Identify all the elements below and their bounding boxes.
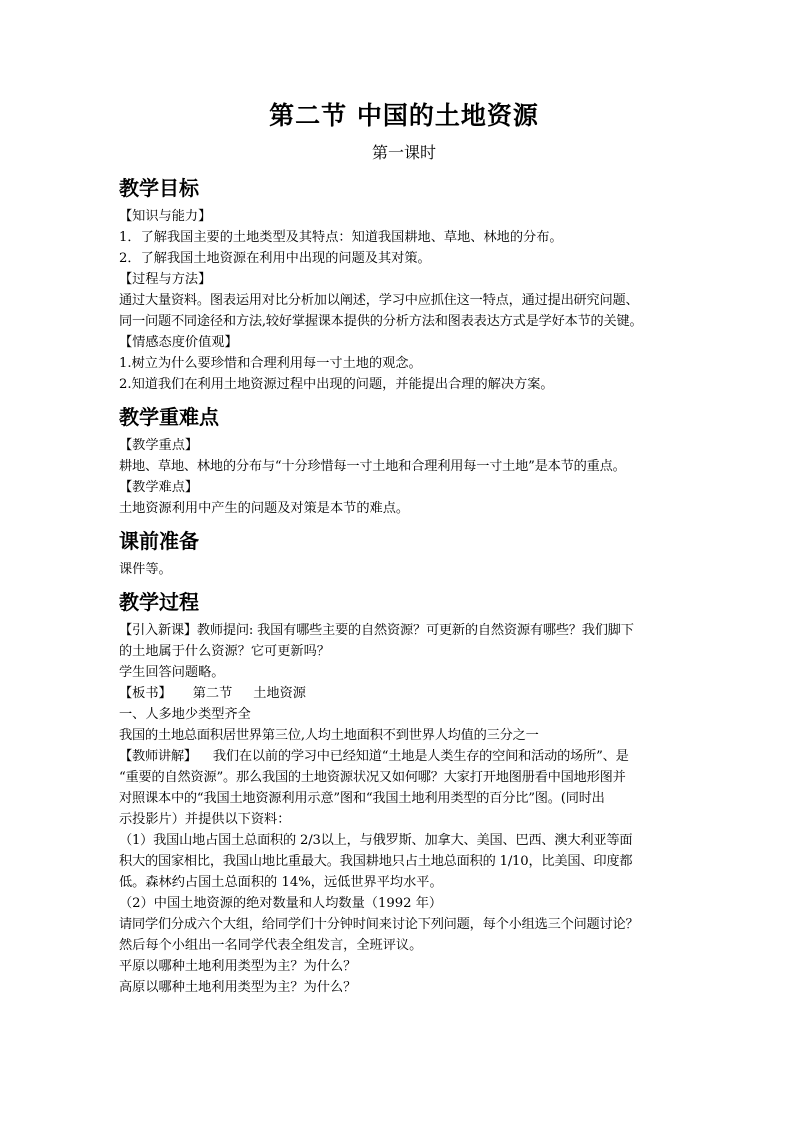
section-body-process <box>119 620 689 998</box>
paragraph-line: 同一问题不同途径和方法,较好掌握课本提供的分析方法和图表表达方式是学好本节的关键。 <box>119 314 643 329</box>
document-page <box>119 96 689 998</box>
paragraph-line: 【过程与方法】 <box>119 272 212 287</box>
page-title: 第二节 中国的土地资源 <box>269 101 539 130</box>
paragraph-line: 【教师讲解】 我们在以前的学习中已经知道“土地是人类生存的空间和活动的场所”、是 <box>119 749 629 764</box>
paragraph-line: 通过大量资料。图表运用对比分析加以阐述，学习中应抓住这一特点，通过提出研究问题、 <box>119 293 639 308</box>
paragraph-line: 一、人多地少类型齐全 <box>119 707 251 722</box>
paragraph-line: 【知识与能力】 <box>119 209 212 224</box>
paragraph-line: 示投影片）并提供以下资料： <box>119 812 291 827</box>
paragraph-line: 高原以哪种土地利用类型为主？为什么？ <box>119 980 357 995</box>
section-heading-goals: 教学目标 <box>119 176 199 200</box>
paragraph-line: 请同学们分成六个大组，给同学们十分钟时间来讨论下列问题，每个小组选三个问题讨论？ <box>119 917 639 932</box>
paragraph-line: 土地资源利用中产生的问题及对策是本节的难点。 <box>119 501 410 516</box>
paragraph-line: （1）我国山地占国土总面积的 2/3以上，与俄罗斯、加拿大、美国、巴西、澳大利亚等面 <box>119 833 633 848</box>
paragraph-line: 1.树立为什么要珍惜和合理利用每一寸土地的观念。 <box>119 356 422 371</box>
paragraph-line: 低。森林约占国土总面积的 14%，远低世界平均水平。 <box>119 875 443 890</box>
paragraph-line: 的土地属于什么资源？它可更新吗？ <box>119 644 330 659</box>
paragraph-line: 【教学重点】 <box>119 438 199 453</box>
paragraph-line: 【引入新课】教师提问: 我国有哪些主要的自然资源？可更新的自然资源有哪些？我们脚下 <box>119 623 634 638</box>
section-heading-prep: 课前准备 <box>119 529 199 553</box>
section-body-key-points <box>119 435 689 519</box>
paragraph-line: 然后每个小组出一名同学代表全组发言，全班评议。 <box>119 938 423 953</box>
section-body-goals <box>119 206 689 395</box>
section-heading-key-points: 教学重难点 <box>119 405 219 429</box>
section-heading-process: 教学过程 <box>119 590 199 614</box>
section-body-prep <box>119 559 689 580</box>
paragraph-line: 【教学难点】 <box>119 480 199 495</box>
paragraph-line: 课件等。 <box>119 562 172 577</box>
paragraph-line: 学生回答问题略。 <box>119 665 225 680</box>
paragraph-line: 2.知道我们在利用土地资源过程中出现的问题，并能提出合理的解决方案。 <box>119 377 554 392</box>
paragraph-line: “重要的自然资源”。那么我国的土地资源状况又如何哪？大家打开地图册看中国地形图并 <box>119 770 626 785</box>
paragraph-line: 2．了解我国土地资源在利用中出现的问题及其对策。 <box>119 251 431 266</box>
paragraph-line: 耕地、草地、林地的分布与“十分珍惜每一寸土地和合理利用每一寸土地”是本节的重点。 <box>119 459 626 474</box>
paragraph-line: 平原以哪种土地利用类型为主？为什么？ <box>119 959 357 974</box>
paragraph-line: （2）中国土地资源的绝对数量和人均数量（1992 年） <box>119 896 443 911</box>
paragraph-line: 对照课本中的“我国土地资源利用示意”图和“我国土地利用类型的百分比”图。(同时出 <box>119 791 605 806</box>
page-subtitle: 第一课时 <box>371 143 436 162</box>
paragraph-line: 【情感态度价值观】 <box>119 335 238 350</box>
paragraph-line: 1．了解我国主要的土地类型及其特点：知道我国耕地、草地、林地的分布。 <box>119 230 563 245</box>
paragraph-line: 积大的国家相比，我国山地比重最大。我国耕地只占土地总面积的 1/10，比美国、印度都 <box>119 854 633 869</box>
paragraph-line: 【板书】 第二节 土地资源 <box>119 686 306 701</box>
paragraph-line: 我国的土地总面积居世界第三位,人均土地面积不到世界人均值的三分之一 <box>119 728 539 743</box>
